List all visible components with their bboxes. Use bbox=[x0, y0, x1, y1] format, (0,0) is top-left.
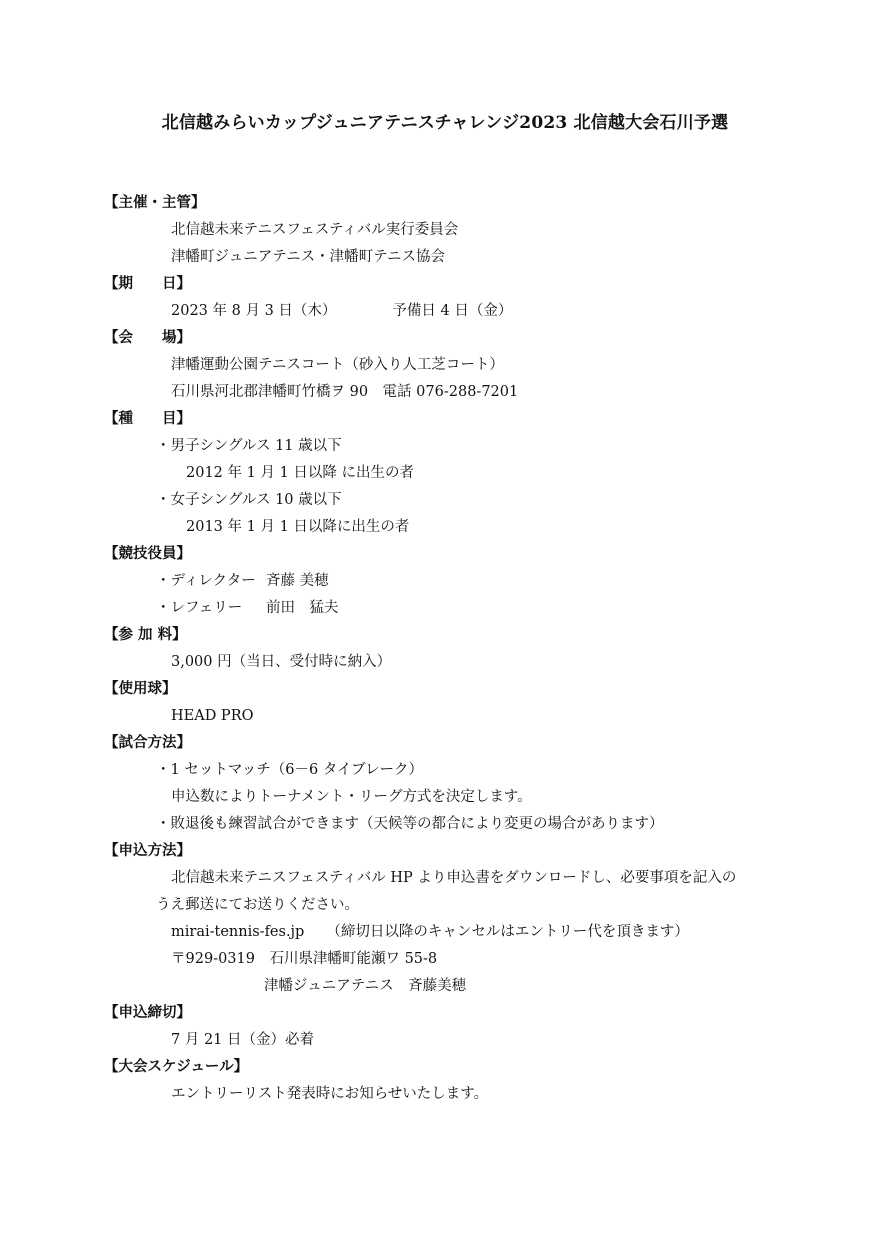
venue-line-2: 石川県河北郡津幡町竹橋ヲ 90 電話 076-288-7201 bbox=[171, 384, 519, 400]
ball-text: HEAD PRO bbox=[171, 708, 254, 724]
application-site-note: （締切日以降のキャンセルはエントリー代を頂きます） bbox=[326, 924, 689, 940]
events-heading: 【種 目】 bbox=[104, 411, 191, 427]
date-reserve: 予備日 4 日（金） bbox=[392, 303, 513, 319]
date-main: 2023 年 8 月 3 日（木） bbox=[171, 303, 337, 319]
event-detail-boys: 2012 年 1 月 1 日以降 に出生の者 bbox=[186, 465, 415, 481]
format-line-1: ・1 セットマッチ（6－6 タイブレーク） bbox=[156, 762, 424, 778]
venue-heading: 【会 場】 bbox=[104, 330, 191, 346]
date-heading: 【期 日】 bbox=[104, 276, 191, 292]
application-heading: 【申込方法】 bbox=[104, 843, 191, 859]
schedule-text: エントリーリスト発表時にお知らせいたします。 bbox=[171, 1086, 489, 1102]
official-director bbox=[104, 568, 824, 595]
application-address: 〒929-0319 石川県津幡町能瀬ワ 55-8 bbox=[171, 951, 438, 967]
application-addressee: 津幡ジュニアテニス 斉藤美穂 bbox=[264, 978, 467, 994]
organizer-line-1: 北信越未来テニスフェスティバル実行委員会 bbox=[171, 222, 459, 238]
event-item-girls: ・女子シングルス 10 歳以下 bbox=[156, 492, 342, 508]
official-director-name: 斉藤 美穂 bbox=[266, 573, 329, 589]
application-line-2: うえ郵送にてお送りください。 bbox=[156, 897, 359, 913]
event-detail-girls: 2013 年 1 月 1 日以降に出生の者 bbox=[186, 519, 410, 535]
application-line-1: 北信越未来テニスフェスティバル HP より申込書をダウンロードし、必要事項を記入の bbox=[171, 870, 737, 886]
fee-heading: 【参 加 料】 bbox=[104, 627, 187, 643]
official-referee-name: 前田 猛夫 bbox=[266, 600, 339, 616]
format-line-2: 申込数によりトーナメント・リーグ方式を決定します。 bbox=[171, 789, 532, 805]
schedule-heading: 【大会スケジュール】 bbox=[104, 1059, 249, 1075]
organizer-line-2: 津幡町ジュニアテニス・津幡町テニス協会 bbox=[171, 249, 446, 265]
application-site-line bbox=[104, 919, 824, 946]
organizer-heading: 【主催・主管】 bbox=[104, 195, 206, 211]
officials-heading: 【競技役員】 bbox=[104, 546, 191, 562]
date-line bbox=[104, 298, 824, 325]
deadline-heading: 【申込締切】 bbox=[104, 1005, 191, 1021]
event-item-boys: ・男子シングルス 11 歳以下 bbox=[156, 438, 342, 454]
format-line-3: ・敗退後も練習試合ができます（天候等の都合により変更の場合があります） bbox=[156, 816, 664, 832]
fee-text: 3,000 円（当日、受付時に納入） bbox=[171, 654, 392, 670]
format-heading: 【試合方法】 bbox=[104, 735, 191, 751]
venue-line-1: 津幡運動公園テニスコート（砂入り人工芝コート） bbox=[171, 357, 504, 373]
document-title: 北信越みらいカップジュニアテニスチャレンジ2023 北信越大会石川予選 bbox=[161, 113, 729, 133]
document-body bbox=[104, 190, 824, 1108]
ball-heading: 【使用球】 bbox=[104, 681, 177, 697]
official-director-role: ・ディレクター bbox=[156, 573, 256, 589]
deadline-text: 7 月 21 日（金）必着 bbox=[171, 1032, 315, 1048]
official-referee bbox=[104, 595, 824, 622]
application-site: mirai-tennis-fes.jp bbox=[171, 924, 305, 940]
official-referee-role: ・レフェリー bbox=[156, 600, 243, 616]
